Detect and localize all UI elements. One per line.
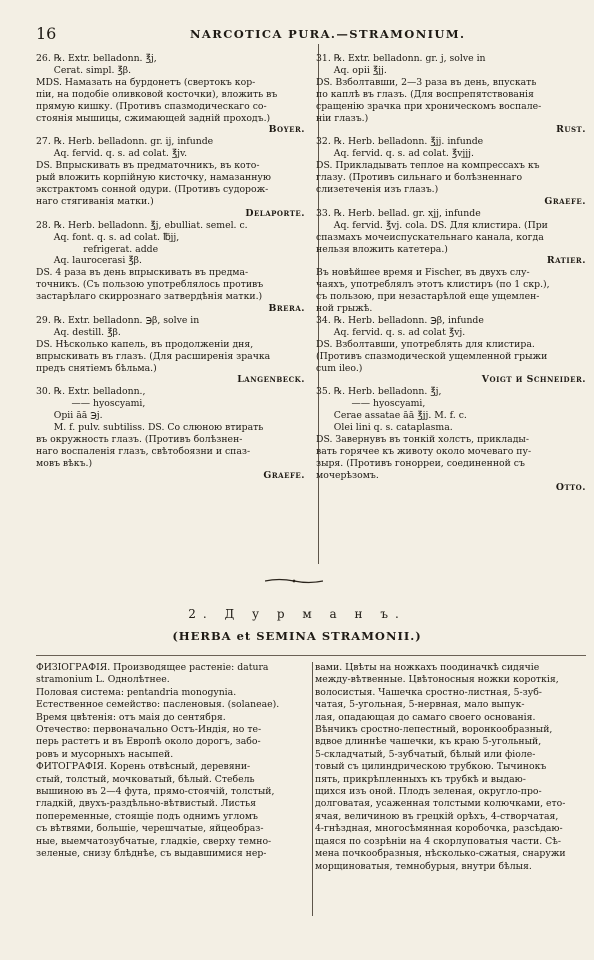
text-line: точникъ. (Съ пользою употреблялось противъ [36, 279, 264, 291]
page-number: 16 [36, 24, 57, 43]
text-line: мочерѣзомъ. [316, 469, 379, 481]
author-signature: Ratier. [546, 255, 586, 267]
text-line: M. f. pulv. subtiliss. DS. Со слюною втирать [36, 422, 264, 434]
text-line: перь растетъ и въ Европѣ около дорогъ, забо- [36, 736, 261, 748]
text-line: 26. ℞. Extr. belladonn. ℥j, [36, 53, 157, 64]
text-line: прямую кишку. (Противъ спазмодическаго со- [36, 100, 267, 112]
text-line: съ вѣтвями, большіе, черешчатые, яйцеобраз- [36, 823, 264, 835]
text-line: гладкій, двухъ-раздѣльно-вѣтвистый. Листья [36, 798, 256, 810]
author-signature: Graefe. [263, 469, 305, 481]
text-line: Aq. opii ℥jj. [316, 64, 387, 76]
text-line: экстрактомъ сонной одури. (Противъ судорож- [36, 183, 269, 195]
text-line: вать горячее къ животу около мочеваго пу- [316, 445, 532, 457]
text-line: Aq. destill. ℥β. [36, 326, 121, 338]
author-signature: Otto. [555, 481, 586, 493]
text-line: Aq. fervid. q. s. ad colat. ℥vjjj. [316, 148, 474, 160]
text-line: морщиноватыя, темнобурыя, внутри бѣлыя. [315, 860, 532, 872]
author-signature: Boyer. [268, 124, 305, 136]
text-line: мена почкообразныя, нѣсколько-сжатыя, снаружи [315, 848, 566, 860]
text-line: вышиною въ 2—4 фута, прямо-стоячій, толстый, [36, 786, 275, 798]
author-signature: Delaporte. [245, 207, 305, 219]
text-line: 32. ℞. Herb. belladonn. ℥jj. infunde [316, 136, 484, 148]
text-line: товый съ цилиндрическою трубкою. Тычинокъ [315, 761, 547, 773]
text-line: волосистыя. Чашечка сростно-листная, 5-зуб- [315, 686, 542, 698]
text-line: Отечество: первоначально Остъ-Индія, но те- [36, 724, 262, 736]
recipes-right-column [316, 53, 586, 494]
text-line: DS. Взболтавши, употреблять для клистира. [316, 338, 535, 350]
running-header [36, 24, 580, 42]
text-line: впрыскивать въ глазъ. (Для расширенія зрачка [36, 350, 271, 362]
text-line: —— hyoscyami, [316, 398, 426, 410]
text-line: мовъ вѣкъ.) [36, 457, 93, 469]
text-line: Aq. fervid. q. s. ad colat ℥vj. [316, 326, 466, 338]
text-line: Aq. font. q. s. ad colat. ℔jj, [36, 231, 180, 243]
ornamental-divider [265, 578, 323, 584]
text-line: сращенію зрачка при хроническомъ воспале- [316, 100, 542, 112]
text-line: попеременные, стоящіе подъ однимъ угломъ [36, 810, 258, 822]
text-line: ровъ и мусорныхъ насыпей. [36, 748, 174, 760]
section-subtitle: (HERBA et SEMINA STRAMONII.) [172, 629, 422, 643]
text-line: Aq. fervid. ℥vj. cola. DS. Для клистира. (При [316, 219, 548, 231]
text-line: DS. Нѣсколько капель, въ продолженіи дня, [36, 338, 254, 350]
text-line: ной грыжѣ. [316, 303, 373, 315]
text-line: ФИТОГРАФІЯ. Корень отвѣсный, деревяни- [36, 761, 251, 773]
text-line: ФИЗІОГРАФІЯ. Производящее растеніе: datura [36, 662, 269, 673]
description-right-column [315, 662, 585, 873]
text-line: ніи глазъ.) [316, 112, 369, 124]
author-signature: Rust. [556, 124, 586, 136]
author-signature: Voigt и Schneider. [481, 374, 586, 386]
text-line: наго воспаленія глазъ, свѣтобоязни и спаз- [36, 445, 251, 457]
text-line: Въ новѣйшее время и Fischer, въ двухъ слу- [316, 267, 530, 279]
text-line: refrigerat. adde [36, 243, 159, 255]
text-line: спазмахъ мочеиспускательнаго канала, когда [316, 231, 544, 243]
text-line: 33. ℞. Herb. bellad. gr. xjj, infunde [316, 207, 481, 219]
text-line: по каплѣ въ глазъ. (Для воспрепятствованія [316, 88, 534, 100]
text-line: Cerat. simpl. ℥β. [36, 64, 132, 76]
author-signature: Graefe. [544, 195, 586, 207]
text-line: лая, опадающая до самаго своего основанія. [315, 711, 536, 723]
text-line: DS. 4 раза въ день впрыскивать въ предма- [36, 267, 249, 279]
text-line: слизетеченія изъ глазъ.) [316, 183, 439, 195]
section-title: 2. Д у р м а н ъ. [188, 607, 406, 621]
text-line: 34. ℞. Herb. belladonn. ℈β, infunde [316, 314, 484, 326]
text-line: 27. ℞. Herb. belladonn. gr. ij, infunde [36, 136, 214, 148]
author-signature: Brera. [268, 303, 305, 315]
text-line: застарѣлаго скиррознаго затвердѣнія матки.) [36, 291, 263, 303]
text-line: щихся изъ оной. Плодъ зеленая, округло-про- [315, 786, 542, 798]
text-line: предъ снятіемъ бѣльма.) [36, 362, 157, 374]
text-line: ные, выемчатозубчатые, гладкіе, сверху темно- [36, 835, 272, 847]
text-line: 35. ℞. Herb. belladonn. ℥j, [316, 386, 442, 398]
text-line: cum ileo.) [316, 362, 363, 374]
text-line: пять, прикрѣпленныхъ къ трубкѣ и выдаю- [315, 773, 526, 785]
text-line: вами. Цвѣты на ножкахъ поодиначкѣ сидячіе [315, 662, 540, 673]
text-line: глазу. (Противъ сильнаго и болѣзненнаго [316, 172, 523, 184]
column-rule-lower [312, 662, 313, 916]
text-line: Olei lini q. s. cataplasma. [316, 422, 453, 434]
text-line: Cerae assatae āā ℥jj. M. f. c. [316, 410, 467, 422]
text-line: Вѣнчикъ сростно-лепестный, воронкообразный, [315, 724, 553, 736]
text-line: DS. Взболтавши, 2—3 раза въ день, впускать [316, 76, 537, 88]
text-line: зыря. (Противъ гонорреи, соединенной съ [316, 457, 525, 469]
text-line: долговатая, усаженная толстыми колючками, ето- [315, 798, 566, 810]
text-line: 28. ℞. Herb. belladonn. ℥j, ebulliat. semel. c. [36, 219, 248, 231]
text-line: —— hyoscyami, [36, 398, 146, 410]
text-line: 4-гнѣздная, многосѣмянная коробочка, разсѣдаю- [315, 823, 563, 835]
text-line: чатая, 5-угольная, 5-нервная, мало выпук- [315, 699, 525, 711]
text-line: DS. Завернувъ въ тонкій холстъ, приклады- [316, 434, 529, 445]
text-line: между-вѣтвенные. Цвѣтоносныя ножки короткія, [315, 674, 559, 686]
text-line: рый вложить корпійную кисточку, намазанную [36, 172, 271, 184]
text-line: Половая система: pentandria monogynia. [36, 686, 237, 698]
text-line: въ окружность глазъ. (Противъ болѣзнен- [36, 434, 243, 445]
text-line: щаяся по созрѣніи на 4 скорлуповатыя части. Сѣ- [315, 835, 562, 847]
text-line: чаяхъ, употреблялъ этотъ клистиръ (по 1 скр.), [316, 279, 550, 291]
text-line: ячая, величиною въ грецкій орѣхъ, 4-створчатая, [315, 810, 559, 822]
text-line: Естественное семейство: пасленовыя. (solaneae). [36, 699, 280, 711]
text-line: съ пользою, при незастарѣлой еще ущемлен- [316, 291, 540, 303]
author-signature: Langenbeck. [237, 374, 305, 386]
text-line: 5-складчатый, 5-зубчатый, бѣлый или фіоле- [315, 748, 536, 760]
text-line: 30. ℞. Extr. belladonn., [36, 386, 146, 398]
text-line: Opii āā ℈j. [36, 410, 103, 422]
text-line: вдвое длиннѣе чашечки, къ краю 5-угольный, [315, 736, 542, 748]
text-line: нельзя вложить катетера.) [316, 243, 448, 255]
text-line: DS. Впрыскивать въ предматочникъ, въ кото- [36, 160, 260, 172]
text-line: стый, толстый, мочковатый, бѣлый. Стебель [36, 773, 255, 785]
running-title: NARCOTICA PURA.—STRAMONIUM. [190, 27, 466, 41]
text-line: stramonium L. Однолѣтнее. [36, 674, 170, 686]
text-line: наго стягиванія матки.) [36, 195, 154, 207]
text-line: Время цвѣтенія: отъ маія до сентября. [36, 711, 226, 723]
text-line: Aq. fervid. q. s. ad colat. ℥jv. [36, 148, 188, 160]
text-line: стоянія мышицы, сжимающей задній проходъ.) [36, 112, 271, 124]
text-line: (Противъ спазмодической ущемленной грыжи [316, 350, 548, 362]
text-line: MDS. Намазать на бурдонетъ (свертокъ кор- [36, 76, 256, 88]
recipes-left-column [36, 53, 305, 482]
text-line: 29. ℞. Extr. belladonn. ℈β, solve in [36, 314, 200, 326]
section-rule [36, 655, 586, 656]
text-line: зеленые, снизу блѣднѣе, съ выдавшимися нер- [36, 848, 267, 860]
description-left-column [36, 662, 308, 861]
text-line: 31. ℞. Extr. belladonn. gr. j, solve in [316, 53, 486, 64]
text-line: DS. Прикладывать теплое на компрессахъ къ [316, 160, 540, 172]
text-line: піи, на подобіе оливковой косточки), вложить въ [36, 88, 278, 100]
text-line: Aq. laurocerasi ℥β. [36, 255, 142, 267]
